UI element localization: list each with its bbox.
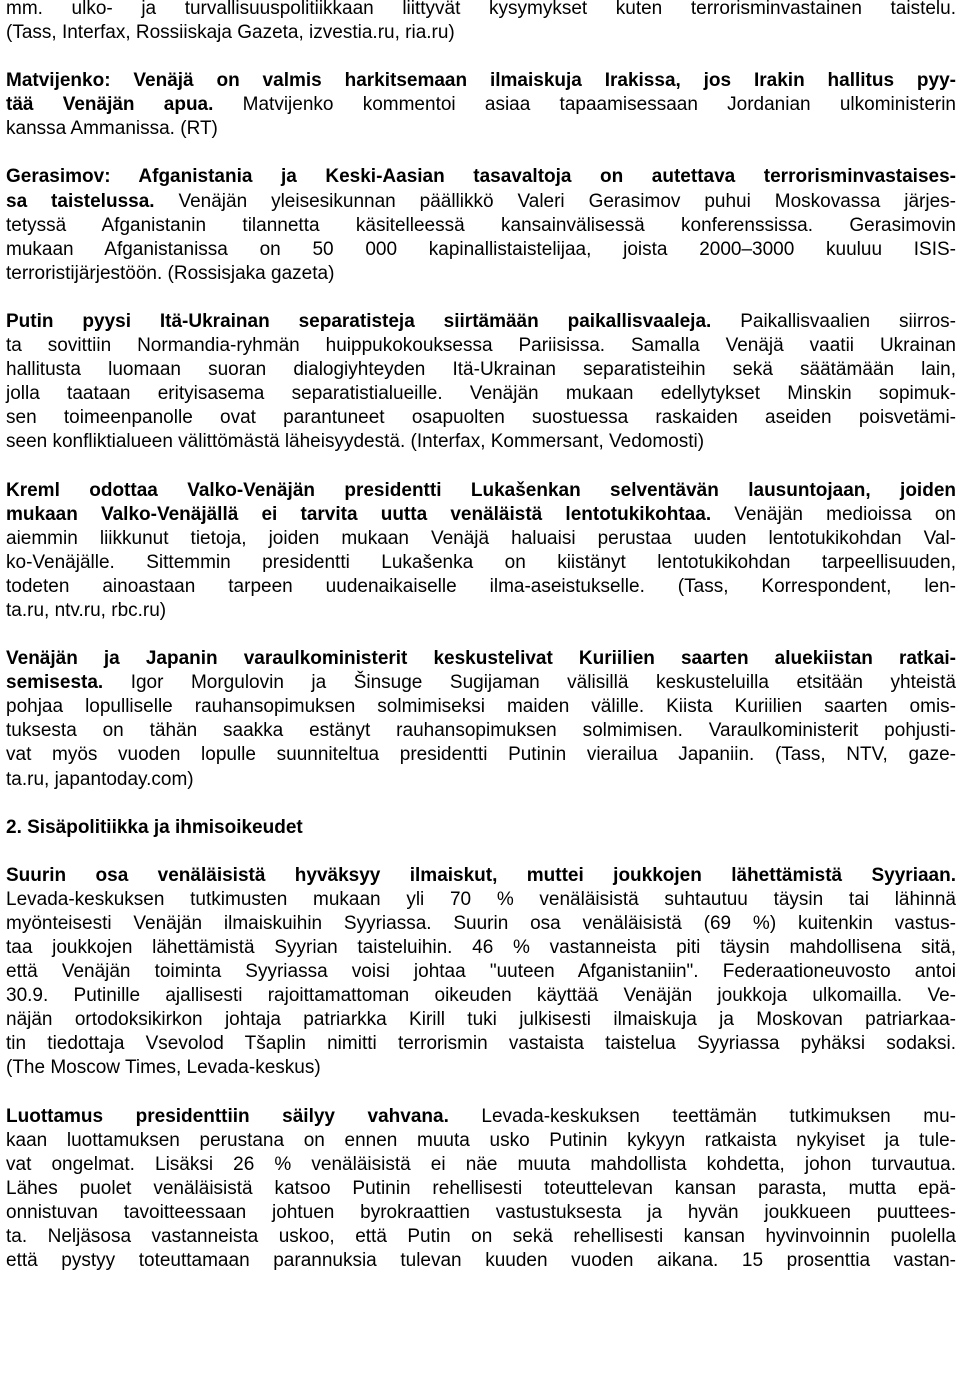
text-line: tuksesta on tähän saakka estänyt rauhansopimuksen solmimisen. Varaulkoministerit pohjusti-: [6, 720, 956, 742]
news-item-trust-president: [6, 1105, 956, 1274]
news-headline: Kreml odottaa Valko-Venäjän presidentti Lukašenkan selventävän lausuntojaan, joiden: [6, 479, 956, 501]
news-item-gerasimov: [6, 165, 956, 285]
text-line: ta. Neljäsosa vastanneista uskoo, että Putin on sekä rehellisesti kansan hyvinvoinnin puolella: [6, 1226, 956, 1248]
text-line: aiemmin liikkunut tietoja, joiden mukaan Venäjä haluaisi perustaa uuden lentotukikohdan Val-: [6, 527, 956, 549]
text-line: pohjaa lopulliselle rauhansopimuksen solmimiseksi maiden välille. Kiista Kuriilien saarten omis-: [6, 696, 956, 718]
news-body-text: Igor Morgulovin ja Šinsuge Sugijaman välisillä keskusteluilla etsitään yhteistä: [103, 672, 956, 694]
news-item-syria-poll: [6, 864, 956, 1081]
text-line: onnistuvan tavoitteessaan johtuen byrokraattien vastustuksesta ja hyvän joukkueen puuttees-: [6, 1201, 956, 1223]
news-item-kreml-lukasenka: [6, 479, 956, 624]
news-headline: Luottamus presidenttiin säilyy vahvana.: [6, 1105, 449, 1127]
news-headline: mukaan Valko-Venäjällä ei tarvita uutta venäläistä lentotukikohtaa.: [6, 503, 712, 525]
news-headline: Suurin osa venäläisistä hyväksyy ilmaiskut, muttei joukkojen lähettämistä Syyriaan.: [6, 864, 956, 886]
paragraph-intro-continuation: [6, 0, 956, 45]
text-line: terroristijärjestöön. (Rossisjaka gazeta): [6, 262, 335, 284]
text-line: ta sovittiin Normandia-ryhmän huippukokouksessa Pariisissa. Samalla Venäjä vaatii Ukrainan: [6, 335, 956, 357]
news-body-text: Paikallisvaalien siirros-: [711, 310, 956, 332]
text-line: todeten ainoastaan tarpeen uudenaikaiselle ilma-aseistukselle. (Tass, Korrespondent, len-: [6, 575, 956, 597]
text-line: sen toimeenpanolle ovat parantuneet osapuolten suostuessa raskaiden aseiden poisvetämi-: [6, 407, 956, 429]
news-headline: sa taistelussa.: [6, 190, 155, 212]
news-headline: Putin pyysi Itä-Ukrainan separatisteja siirtämään paikallisvaaleja.: [6, 310, 712, 332]
text-line: ko-Venäjälle. Sittemmin presidentti Lukašenka on kiistänyt lentotukikohdan tarpeellisuuden,: [6, 551, 956, 573]
news-body-text: Matvijenko kommentoi asiaa tapaamisessaan Jordanian ulkoministerin: [213, 94, 957, 116]
text-line: [6, 93, 956, 117]
text-line: ta.ru, japantoday.com): [6, 768, 194, 790]
text-line: seen konfliktialueen välittömästä läheisyydestä. (Interfax, Kommersant, Vedomosti): [6, 431, 705, 453]
text-line: tin tiedottaja Vsevolod Tšaplin nimitti terrorismin vastaista taistelua Syyriassa pyhäksi sodaksi.: [6, 1033, 956, 1055]
text-line: [6, 671, 956, 695]
text-line: vat myös vuoden lopulle suunniteltua presidentti Putinin vierailua Japaniin. (Tass, NTV, gaze-: [6, 744, 956, 766]
text-line: että Venäjän toiminta Syyriassa voisi johtaa "uuteen Afganistaniin". Federaationeuvosto antoi: [6, 961, 956, 983]
text-line: 30.9. Putinille ajallisesti rajoittamattoman oikeuden käyttää Venäjän joukkoja ulkomailla. Ve-: [6, 985, 956, 1007]
text-line: vat ongelmat. Lisäksi 26 % venäläisistä ei näe muuta mahdollista kohdetta, johon turvautua.: [6, 1153, 956, 1175]
text-line: näjän ortodoksikirkon johtaja patriarkka Kirill tuki julkisesti ilmaiskuja ja Moskovan patriarkaa-: [6, 1009, 956, 1031]
news-body-text: Venäjän yleisesikunnan päällikkö Valeri Gerasimov puhui Moskovassa järjes-: [154, 190, 956, 212]
document-page: [6, 0, 956, 1273]
news-headline: Venäjän ja Japanin varaulkoministerit keskustelivat Kuriilien saarten aluekiistan ratkai-: [6, 648, 956, 670]
text-line: kanssa Ammanissa. (RT): [6, 118, 218, 140]
text-line: Levada-keskuksen tutkimusten mukaan yli 70 % venäläisistä suhtautuu täysin tai lähinnä: [6, 888, 956, 910]
text-line: [6, 647, 956, 671]
text-line: [6, 190, 956, 214]
news-headline: semisesta.: [6, 672, 104, 694]
text-line: (Tass, Interfax, Rossiiskaja Gazeta, izvestia.ru, ria.ru): [6, 22, 455, 44]
news-body-text: Levada-keskuksen teettämän tutkimuksen mu-: [448, 1105, 956, 1127]
text-line: [6, 69, 956, 93]
news-item-matvijenko: [6, 69, 956, 141]
section-heading: 2. Sisäpolitiikka ja ihmisoikeudet: [6, 816, 303, 838]
text-line: [6, 864, 956, 888]
text-line: tetyssä Afganistanin tilannetta käsitelleessä kansainvälisessä konferenssissa. Gerasimovin: [6, 214, 956, 236]
text-line: taa joukkojen lähettämistä Syyrian taisteluihin. 46 % vastanneista piti täysin mahdollisena sitä,: [6, 937, 956, 958]
text-line: Lähes puolet venäläisistä katsoo Putinin rehellisesti toteuttelevan kansan parasta, mutta epä-: [6, 1177, 956, 1199]
text-line: [6, 165, 956, 189]
text-line: [6, 479, 956, 503]
text-line: että pystyy toteuttamaan parannuksia tulevan kuuden vuoden aikana. 15 prosenttia vastan-: [6, 1250, 956, 1272]
news-headline: Matvijenko: Venäjä on valmis harkitsemaan ilmaiskuja Irakissa, jos Irakin hallitus pyy-: [6, 70, 956, 92]
text-line: kaan luottamuksen perustana on ennen muuta usko Putinin kykyyn ratkaista nykyiset ja tule-: [6, 1129, 956, 1151]
news-headline: Gerasimov: Afganistania ja Keski-Aasian tasavaltoja on autettava terrorisminvastaises-: [6, 166, 956, 188]
news-item-putin-ukraine: [6, 310, 956, 455]
text-line: jolla taataan erityisasema separatistialueille. Venäjän mukaan edellytykset Minskin sopimuk-: [6, 383, 956, 405]
text-line: mm. ulko- ja turvallisuuspolitiikkaan liittyvät kysymykset kuten terrorisminvastainen taistelu.: [6, 0, 956, 19]
text-line: [6, 310, 956, 334]
text-line: (The Moscow Times, Levada-keskus): [6, 1057, 321, 1079]
text-line: [6, 503, 956, 527]
news-item-kurils: [6, 647, 956, 792]
text-line: myönteisesti Venäjän ilmaiskuihin Syyriassa. Suurin osa venäläisistä (69 %) kuitenkin vastus-: [6, 912, 956, 934]
text-line: mukaan Afganistanissa on 50 000 kapinallistaistelijaa, joista 2000–3000 kuuluu ISIS-: [6, 238, 956, 260]
text-line: hallitusta luomaan suoran dialogiyhteyden Itä-Ukrainan separatisteihin sekä säätämään lain,: [6, 359, 956, 381]
text-line: [6, 1105, 956, 1129]
text-line: ta.ru, ntv.ru, rbc.ru): [6, 599, 167, 621]
news-body-text: Venäjän medioissa on: [711, 503, 956, 525]
news-headline: tää Venäjän apua.: [6, 94, 214, 116]
